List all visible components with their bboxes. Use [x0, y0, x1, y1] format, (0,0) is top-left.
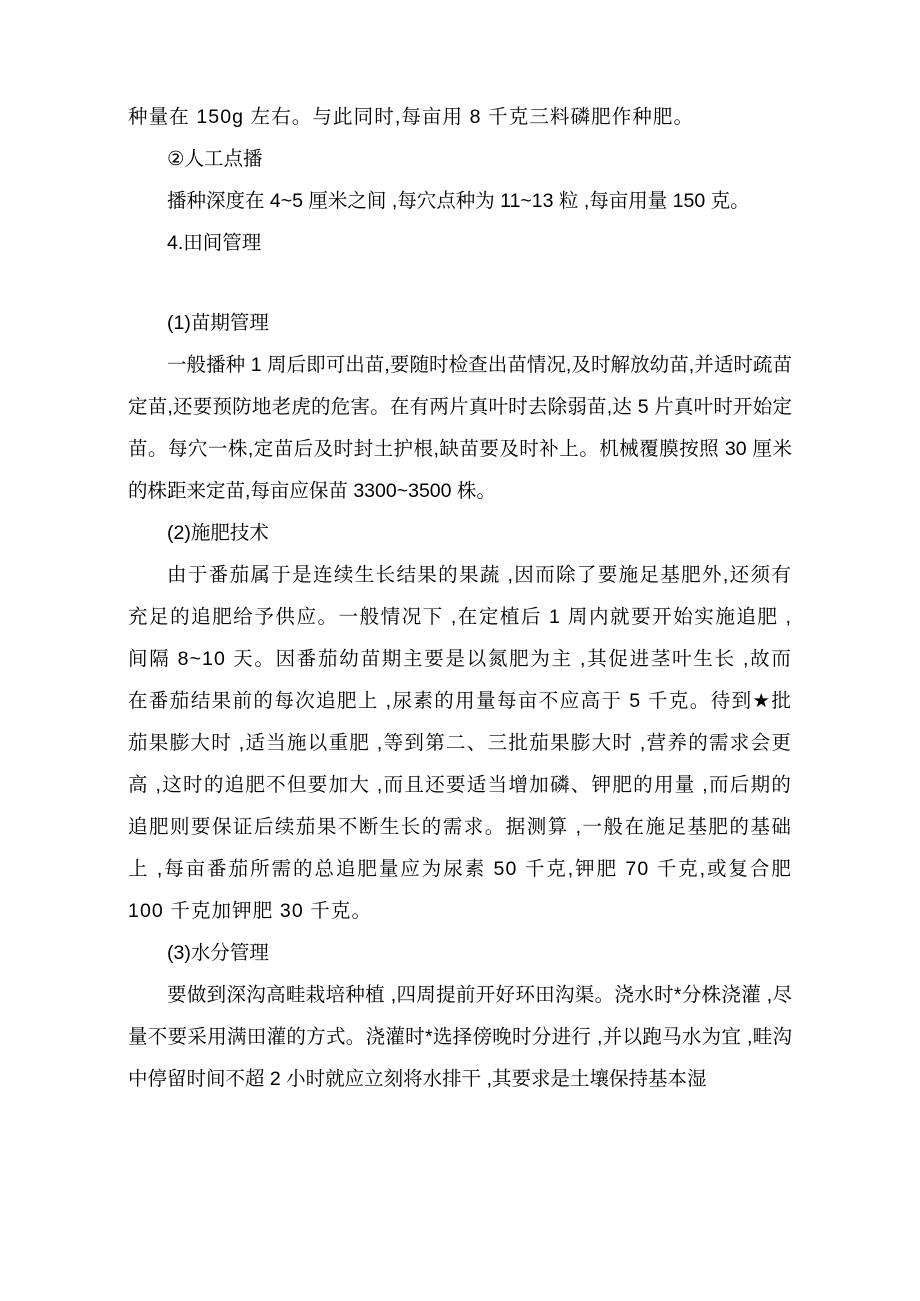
paragraph-seed-rate: 种量在 150g 左右。与此同时,每亩用 8 千克三料磷肥作种肥。	[128, 106, 695, 128]
heading-water-management: (3)水分管理	[167, 942, 269, 964]
heading-field-management: 4.田间管理	[167, 232, 262, 254]
paragraph-sowing-depth: 播种深度在 4~5 厘米之间 ,每穴点种为 11~13 粒 ,每亩用量 150 克。	[167, 190, 750, 212]
section-spacer	[128, 264, 792, 302]
paragraph-fertilization: 由于番茄属于是连续生长结果的果蔬 ,因而除了要施足基肥外,还须有充足的追肥给予供应。一般情况下 ,在定植后 1 周内就要开始实施追肥 ,间隔 8~10 天。因番茄幼苗期主要是以氮肥为主 ,其促进茎叶生长 ,故而在番茄结果前的每次追肥上 ,尿素的用量每亩不应高于 5 千克。待到★批茄果膨大时 ,适当施以重肥 ,等到第二、三批茄果膨大时 ,营养的需求会更高 ,这时的追肥不但要加大 ,而且还要适当增加磷、钾肥的用量 ,而后期的追肥则要保证后续茄果不断生长的需求。据测算 ,一般在施足基肥的基础上 ,每亩番茄所需的总追肥量应为尿素 50 千克,钾肥 70 千克,或复合肥 100 千克加钾肥 30 千克。	[128, 564, 792, 922]
document-body	[128, 96, 792, 1100]
heading-fertilization: (2)施肥技术	[167, 522, 269, 544]
heading-manual-sowing: ②人工点播	[167, 148, 263, 170]
heading-seedling-stage: (1)苗期管理	[167, 312, 269, 334]
paragraph-water-management: 要做到深沟高畦栽培种植 ,四周提前开好环田沟渠。浇水时*分株浇灌 ,尽量不要采用满田灌的方式。浇灌时*选择傍晚时分进行 ,并以跑马水为宜 ,畦沟中停留时间不超 2 小时就应立刻将水排干 ,其要求是土壤保持基本湿	[128, 984, 792, 1090]
paragraph-seedling-management: 一般播种 1 周后即可出苗,要随时检查出苗情况,及时解放幼苗,并适时疏苗定苗,还要预防地老虎的危害。在有两片真叶时去除弱苗,达 5 片真叶时开始定苗。每穴一株,定苗后及时封土护根,缺苗要及时补上。机械覆膜按照 30 厘米的株距来定苗,每亩应保苗 3300~3500 株。	[128, 354, 792, 502]
